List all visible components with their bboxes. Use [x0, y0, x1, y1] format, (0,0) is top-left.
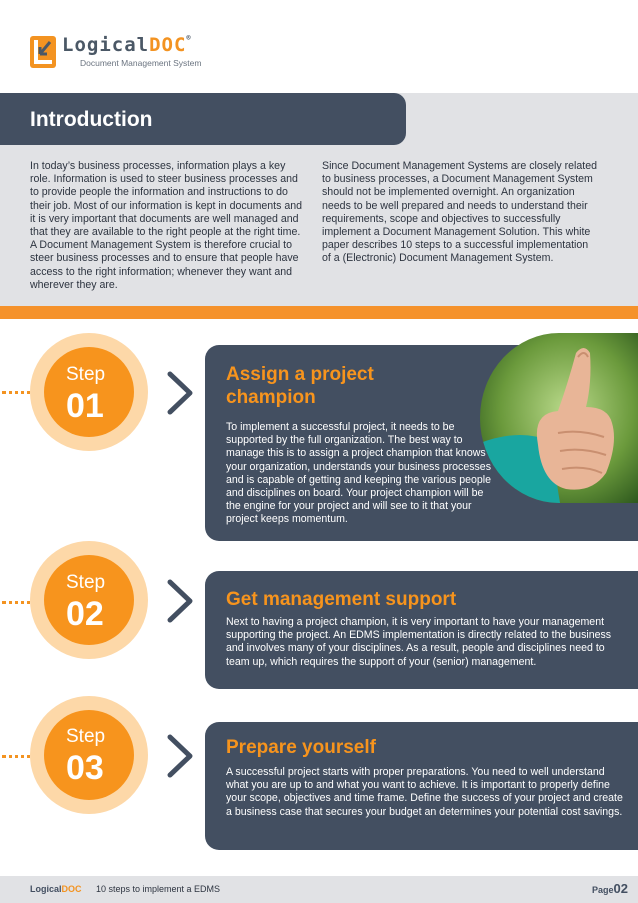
thumbs-up-image: [480, 333, 638, 503]
logo-registered-mark: ®: [186, 34, 192, 42]
logo-text-accent: DOC: [149, 34, 187, 56]
step-01-title: Assign a project champion: [226, 364, 374, 408]
logo-subtitle: Document Management System: [80, 58, 202, 68]
step-03-title: Prepare yourself: [226, 737, 376, 758]
page-number: 02: [613, 881, 628, 896]
step-01-body: To implement a successful project, it needs to be supported by the full organization. The best way to manage this is to assign a project champion that knows your organization, understands your business processes and is capable of getting and keeping the various people and disciplines on board. Your project champion will be the engine for your project and will see to it that your project keeps momentum.: [226, 421, 492, 526]
logo-text-main: Logical: [62, 34, 150, 56]
logo-arrow-icon: [30, 36, 56, 68]
step-01-number: 01: [66, 387, 104, 425]
footer-brand-accent: DOC: [61, 884, 82, 894]
footer-brand: [30, 884, 82, 894]
intro-title: Introduction: [30, 108, 153, 131]
intro-paragraph-right: Since Document Management Systems are closely related to business processes, a Document Management System should not be implemented overnight. An organization needs to be well prepared and needs to understand their requirements, scope and objectives to successfully implement a Document Management Solution. This white paper describes 10 steps to a successful implementation of a (Electronic) Document Management System.: [322, 160, 597, 265]
page-label: Page: [592, 885, 614, 895]
logicaldoc-logo: [30, 34, 210, 74]
step-02-title: Get management support: [226, 589, 457, 610]
step-03-number: 03: [66, 749, 104, 787]
thumbs-up-photo: [480, 333, 638, 503]
step-03-body: A successful project starts with proper preparations. You need to well understand what you are up to and what you want to achieve. It is important to properly define your scope, objectives and time frame. Define the success of your project and create a business case that secures your budget an determines your potential cost savings.: [226, 766, 623, 818]
chevron-right-icon: [164, 733, 196, 779]
step-01-label: Step: [66, 364, 106, 385]
footer-document-title: 10 steps to implement a EDMS: [96, 884, 221, 894]
intro-paragraph-left: In today’s business processes, information plays a key role. Information is used to steer business processes and to provide people the information and instructions to do their job. Most of our information is kept in documents and it is very important that documents are well managed and that they are available to the right people at the right time. A Document Management System is therefore crucial to steer business processes and to ensure that people have access to the right information; whenever they want and wherever they are.: [30, 160, 303, 291]
orange-divider: [0, 306, 638, 319]
chevron-right-icon: [164, 370, 196, 416]
chevron-right-icon: [164, 578, 196, 624]
step-02-body: Next to having a project champion, it is very important to have your management supporting the project. An EDMS implementation is directly related to the business and involves many of your disciplines. As a result, people and disciplines need to team up, which requires the support of your (senior) management.: [226, 616, 612, 668]
step-03-label: Step: [66, 726, 106, 747]
page-indicator: [592, 881, 628, 896]
step-02-number: 02: [66, 595, 104, 633]
footer-brand-main: Logical: [30, 884, 62, 894]
step-02-label: Step: [66, 572, 106, 593]
